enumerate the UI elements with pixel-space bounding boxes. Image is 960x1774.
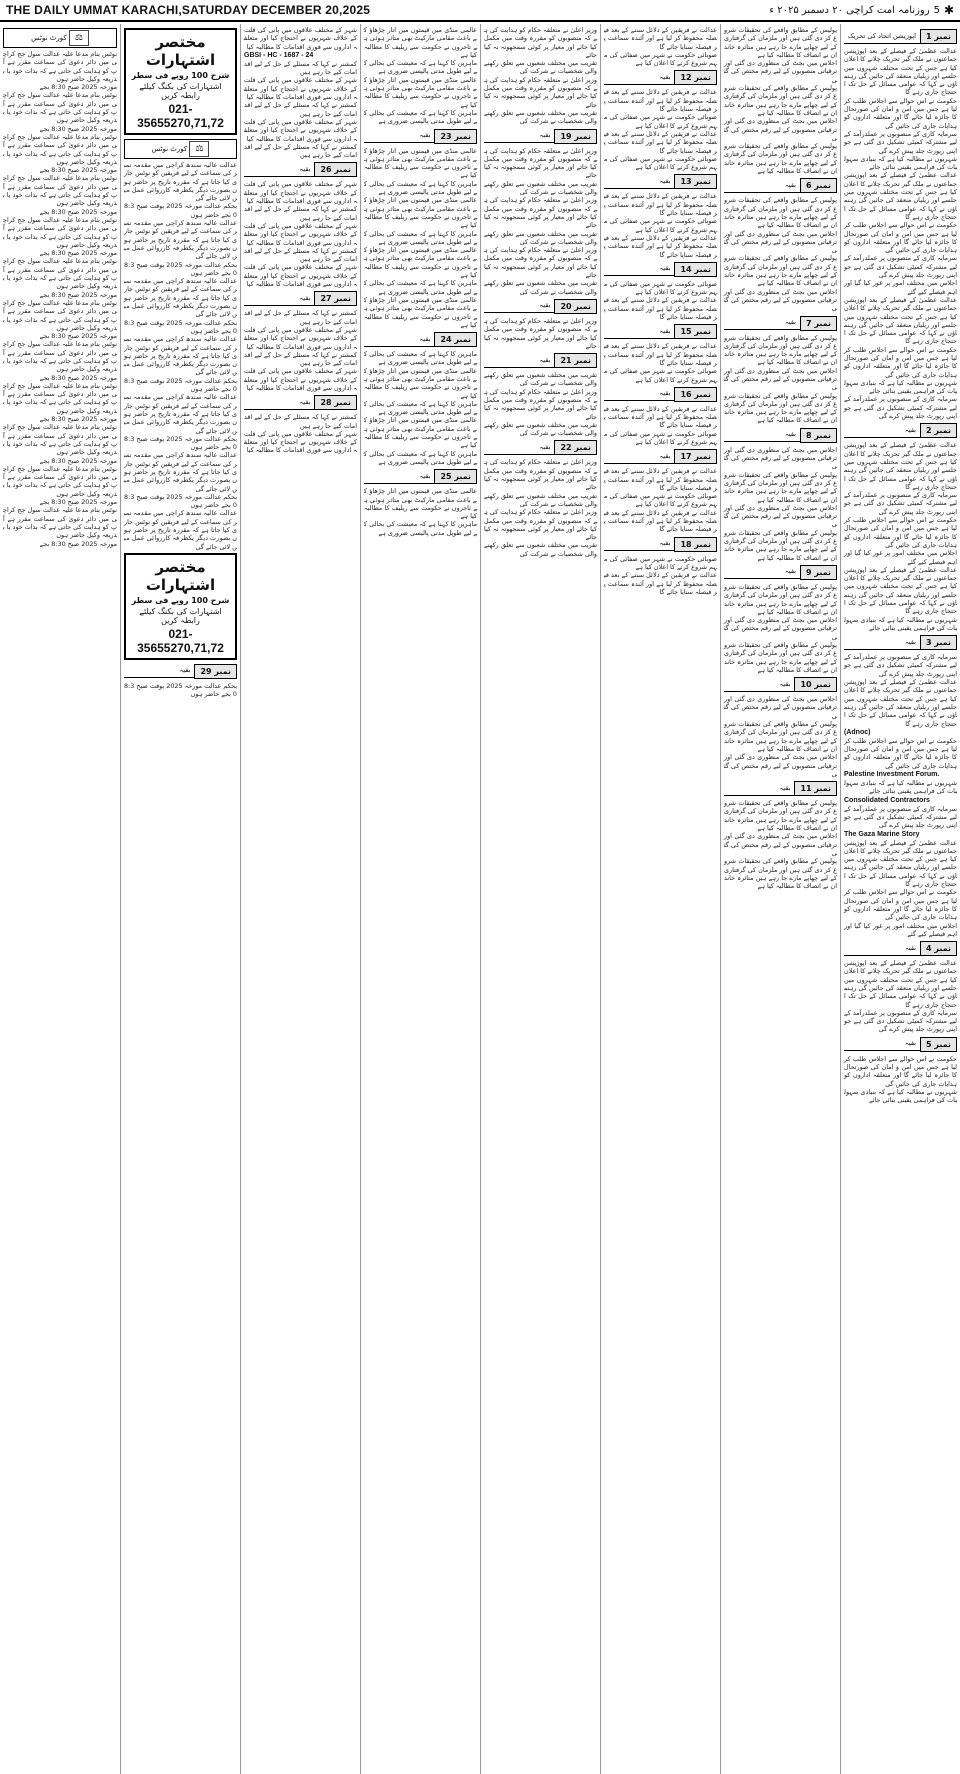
notice-text: بحکم عدالت مورخہ 2025 بوقت صبح 8:30 بجے حاضر ہوں bbox=[124, 376, 237, 394]
english-snippet: GBSI - HC - 1687 - 24 bbox=[244, 51, 314, 59]
ad-cta: اشتہارات کی بکنگ کیلئے رابطہ کریں bbox=[139, 606, 222, 625]
column-2 bbox=[720, 24, 840, 1774]
article-text: اجلاس میں مختلف امور پر غور کیا گیا اور اہم فیصلے کیے گئے bbox=[844, 279, 957, 296]
notice-text: عدالت عالیہ سندھ کراچی میں مقدمہ نمبر کی سماعت کے لیے فریقین کو نوٹس جاری کیا جاتا ہے کہ مقررہ تاریخ پر حاضر ہوں بصورت دیگر یکطرفہ کارروائی عمل میں لائی جائے گی bbox=[124, 393, 237, 435]
section-number: نمبر 8 bbox=[800, 428, 837, 443]
article-text: شہر کے مختلف علاقوں میں پانی کی قلت کے خلاف شہریوں نے احتجاج کیا اور متعلقہ اداروں سے فوری اقدامات کا مطالبہ کیا bbox=[244, 263, 357, 289]
english-snippet: The Gaza Marine Story bbox=[844, 830, 920, 838]
article-text: پولیس کے مطابق واقعے کی تحقیقات شروع کر دی گئی ہیں اور ملزمان کی گرفتاری کے لیے چھاپے مارے جا رہے ہیں متاثرہ خاندان نے انصاف کا مطالبہ کیا ہے bbox=[724, 333, 837, 367]
article-text: ماہرین کا کہنا ہے کہ معیشت کی بحالی کے لیے طویل مدتی پالیسی ضروری ہے bbox=[364, 59, 477, 76]
section-title: بقیہ bbox=[604, 175, 674, 189]
section-title: بقیہ bbox=[244, 292, 314, 306]
article-text: کمشنر نے کہا کہ مسئلے کے حل کے لیے اقدامات کیے جا رہے ہیں bbox=[244, 205, 357, 222]
article-text: وزیر اعلیٰ نے متعلقہ حکام کو ہدایت کی ہے کہ منصوبوں کو مقررہ وقت میں مکمل کیا جائے اور معیار پر کوئی سمجھوتہ نہ کیا جائے bbox=[484, 246, 597, 280]
article-text: عدالت نے فریقین کے دلائل سننے کے بعد فیصلہ محفوظ کر لیا ہے اور آئندہ سماعت پر فیصلہ سنایا جائے گا bbox=[604, 192, 717, 218]
notice-text: مورخہ 2025 صبح 8:30 بجے bbox=[39, 415, 117, 424]
article-text: حکومت نے اس حوالے سے اجلاس طلب کر لیا ہے جس میں امن و امان کی صورتحال کا جائزہ لیا جائے گا اور متعلقہ اداروں کو ہدایات جاری کی جائیں گی bbox=[844, 736, 957, 770]
article-text: صوبائی حکومت نے شہر میں صفائی کی مہم شروع کرنے کا اعلان کیا ہے bbox=[604, 492, 717, 509]
article-text: پولیس کے مطابق واقعے کی تحقیقات شروع کر دی گئی ہیں اور ملزمان کی گرفتاری کے لیے چھاپے مارے جا رہے ہیں متاثرہ خاندان نے انصاف کا مطالبہ کیا ہے bbox=[724, 641, 837, 674]
english-snippet: Palestine Investment Forum. bbox=[844, 771, 940, 779]
section-header bbox=[844, 29, 957, 44]
article-text: تقریب میں مختلف شعبوں سے تعلق رکھنے والی شخصیات نے شرکت کی bbox=[484, 59, 597, 76]
article-text: اجلاس میں بجٹ کی منظوری دی گئی اور ترقیاتی منصوبوں کے لیے رقم مختص کی گئی bbox=[724, 287, 837, 313]
article-text: عدالت عظمیٰ کے فیصلے کے بعد اپوزیشن جماعتوں نے ملک گیر تحریک چلانے کا اعلان کیا ہے جس کے تحت مختلف شہروں میں جلسے اور ریلیاں منعقد کی جائیں گی رہنماؤں نے کہا کہ عوامی مسائل کے حل تک احتجاج جاری رہے گا bbox=[844, 959, 957, 1009]
newspaper-page bbox=[0, 24, 960, 1774]
article-text: شہر کے مختلف علاقوں میں پانی کی قلت کے خلاف شہریوں نے احتجاج کیا اور متعلقہ اداروں سے فوری اقدامات کا مطالبہ کیا bbox=[244, 429, 357, 455]
article-text: سرمایہ کاری کے منصوبوں پر عملدرآمد کے لیے مشترکہ کمیٹی تشکیل دی گئی ہے جو اپنی رپورٹ جلد پیش کرے گی bbox=[844, 653, 957, 678]
article-text: عدالت نے فریقین کے دلائل سننے کے بعد فیصلہ محفوظ کر لیا ہے اور آئندہ سماعت پر فیصلہ سنایا جائے گا bbox=[604, 88, 717, 114]
ad-title: مختصر اشتہارات bbox=[145, 33, 216, 69]
article-text: عدالت نے فریقین کے دلائل سننے کے بعد فیصلہ محفوظ کر لیا ہے اور آئندہ سماعت پر فیصلہ سنایا جائے گا bbox=[604, 129, 717, 155]
article-text: حکومت نے اس حوالے سے اجلاس طلب کر لیا ہے جس میں امن و امان کی صورتحال کا جائزہ لیا جائے گا اور متعلقہ اداروں کو ہدایات جاری کی جائیں گی bbox=[844, 888, 957, 922]
section-title: بقیہ bbox=[724, 428, 800, 442]
article-text: صوبائی حکومت نے شہر میں صفائی کی مہم شروع کرنے کا اعلان کیا ہے bbox=[604, 154, 717, 172]
section-header bbox=[724, 781, 837, 796]
section-header bbox=[604, 324, 717, 339]
notice-text: عدالت عالیہ سندھ کراچی میں مقدمہ نمبر کی سماعت کے لیے فریقین کو نوٹس جاری کیا جاتا ہے کہ مقررہ تاریخ پر حاضر ہوں بصورت دیگر یکطرفہ کارروائی عمل میں لائی جائے گی bbox=[124, 277, 237, 319]
ad-rate: شرح 100 روپے فی سطر bbox=[131, 595, 230, 605]
section-number: نمبر 4 bbox=[920, 941, 957, 956]
article-text: تقریب میں مختلف شعبوں سے تعلق رکھنے والی شخصیات نے شرکت کی bbox=[484, 491, 597, 508]
ad-rate: شرح 100 روپے فی سطر bbox=[131, 71, 230, 80]
article-text: عدالت نے فریقین کے دلائل سننے کے بعد فیصلہ محفوظ کر لیا ہے اور آئندہ سماعت پر فیصلہ سنایا جائے گا bbox=[604, 467, 717, 492]
court-notice-text: کورٹ نوٹس bbox=[31, 34, 67, 42]
section-header bbox=[604, 70, 717, 85]
notice-text: نوٹس بنام مدعا علیہ عدالت سول جج کراچی میں دائر دعویٰ کی سماعت مقرر ہے آپ کو ہدایت کی جاتی ہے کہ بذات خود یا بذریعہ وکیل حاضر ہوں bbox=[3, 340, 117, 374]
section-number: نمبر 24 bbox=[434, 332, 477, 347]
article-text: کمشنر نے کہا کہ مسئلے کے حل کے لیے اقدامات کیے جا رہے ہیں bbox=[244, 350, 357, 368]
article-text: عدالت نے فریقین کے دلائل سننے کے بعد فیصلہ محفوظ کر لیا ہے اور آئندہ سماعت پر فیصلہ سنایا جائے گا bbox=[604, 233, 717, 259]
notice-text: نوٹس بنام مدعا علیہ عدالت سول جج کراچی میں دائر دعویٰ کی سماعت مقرر ہے آپ کو ہدایت کی جاتی ہے کہ بذات خود یا بذریعہ وکیل حاضر ہوں bbox=[3, 423, 117, 457]
section-header bbox=[604, 537, 717, 552]
section-title: بقیہ bbox=[724, 782, 794, 796]
notice-text: مورخہ 2025 صبح 8:30 بجے bbox=[39, 456, 117, 465]
notice-text: مورخہ 2025 صبح 8:30 بجے bbox=[39, 539, 117, 548]
notice-text: بحکم عدالت مورخہ 2025 بوقت صبح 8:30 بجے حاضر ہوں bbox=[124, 318, 237, 335]
section-number: نمبر 1 bbox=[920, 29, 957, 44]
notice-text: مورخہ 2025 صبح 8:30 بجے bbox=[39, 290, 117, 299]
masthead-urdu-text: روزنامہ امت کراچی ۲۰ دسمبر ۲۰۲۵ ء bbox=[769, 4, 930, 16]
article-text: اجلاس میں بجٹ کی منظوری دی گئی اور ترقیاتی منصوبوں کے لیے رقم مختص کی گئی bbox=[724, 503, 837, 529]
section-title: بقیہ bbox=[604, 387, 674, 401]
ad-phone: 021-35655270,71,72 bbox=[137, 102, 224, 130]
article-text: وزیر اعلیٰ نے متعلقہ حکام کو ہدایت کی ہے کہ منصوبوں کو مقررہ وقت میں مکمل کیا جائے اور معیار پر کوئی سمجھوتہ نہ کیا جائے bbox=[484, 387, 597, 421]
ad-title: مختصر اشتہارات bbox=[145, 557, 216, 594]
article-text: پولیس کے مطابق واقعے کی تحقیقات شروع کر دی گئی ہیں اور ملزمان کی گرفتاری کے لیے چھاپے مارے جا رہے ہیں متاثرہ خاندان نے انصاف کا مطالبہ کیا ہے bbox=[724, 720, 837, 753]
notice-text: عدالت عالیہ سندھ کراچی میں مقدمہ نمبر کی سماعت کے لیے فریقین کو نوٹس جاری کیا جاتا ہے کہ مقررہ تاریخ پر حاضر ہوں بصورت دیگر یکطرفہ کارروائی عمل میں لائی جائے گی bbox=[124, 219, 237, 261]
article-text: اجلاس میں مختلف امور پر غور کیا گیا اور اہم فیصلے کیے گئے bbox=[844, 549, 957, 566]
gavel-icon: ⚖ bbox=[189, 141, 209, 157]
article-text: سرمایہ کاری کے منصوبوں پر عملدرآمد کے لیے مشترکہ کمیٹی تشکیل دی گئی ہے جو اپنی رپورٹ جلد پیش کرے گی bbox=[844, 1008, 957, 1034]
article-text: اجلاس میں بجٹ کی منظوری دی گئی اور ترقیاتی منصوبوں کے لیے رقم مختص کی گئی bbox=[724, 117, 837, 142]
masthead bbox=[0, 0, 960, 22]
section-number: نمبر 28 bbox=[314, 395, 357, 410]
article-text: عدالت عظمیٰ کے فیصلے کے بعد اپوزیشن جماعتوں نے ملک گیر تحریک چلانے کا اعلان کیا ہے جس کے تحت مختلف شہروں میں جلسے اور ریلیاں منعقد کی جائیں گی رہنماؤں نے کہا کہ عوامی مسائل کے حل تک احتجاج جاری رہے گا bbox=[844, 171, 957, 221]
article-text: سرمایہ کاری کے منصوبوں پر عملدرآمد کے لیے مشترکہ کمیٹی تشکیل دی گئی ہے جو اپنی رپورٹ جلد پیش کرے گی bbox=[844, 804, 957, 830]
notice-text: نوٹس بنام مدعا علیہ عدالت سول جج کراچی میں دائر دعویٰ کی سماعت مقرر ہے آپ کو ہدایت کی جاتی ہے کہ بذات خود یا بذریعہ وکیل حاضر ہوں bbox=[3, 298, 117, 332]
gavel-icon: ⚖ bbox=[69, 30, 89, 46]
section-header bbox=[364, 332, 477, 347]
section-title: بقیہ bbox=[124, 664, 194, 678]
article-text: کمشنر نے کہا کہ مسئلے کے حل کے لیے اقدامات کیے جا رہے ہیں bbox=[244, 59, 357, 77]
article-text: پولیس کے مطابق واقعے کی تحقیقات شروع کر دی گئی ہیں اور ملزمان کی گرفتاری کے لیے چھاپے مارے جا رہے ہیں متاثرہ خاندان نے انصاف کا مطالبہ کیا ہے bbox=[724, 470, 837, 504]
article-text: عالمی منڈی میں قیمتوں میں اتار چڑھاؤ کے باعث مقامی مارکیٹ بھی متاثر ہوئی ہے تاجروں نے حکومت سے ریلیف کا مطالبہ کیا ہے bbox=[364, 146, 477, 180]
article-text: شہریوں نے مطالبہ کیا ہے کہ بنیادی سہولیات کی فراہمی یقینی بنائی جائے bbox=[844, 154, 957, 172]
article-text: ماہرین کا کہنا ہے کہ معیشت کی بحالی کے لیے طویل مدتی پالیسی ضروری ہے bbox=[364, 279, 477, 296]
article-text: تقریب میں مختلف شعبوں سے تعلق رکھنے والی شخصیات نے شرکت کی bbox=[484, 279, 597, 296]
article-text: سرمایہ کاری کے منصوبوں پر عملدرآمد کے لیے مشترکہ کمیٹی تشکیل دی گئی ہے جو اپنی رپورٹ جلد پیش کرے گی bbox=[844, 129, 957, 155]
article-text: کمشنر نے کہا کہ مسئلے کے حل کے لیے اقدامات کیے جا رہے ہیں bbox=[244, 101, 357, 118]
section-header bbox=[724, 677, 837, 692]
article-text: حکومت نے اس حوالے سے اجلاس طلب کر لیا ہے جس میں امن و امان کی صورتحال کا جائزہ لیا جائے گا اور متعلقہ اداروں کو ہدایات جاری کی جائیں گی bbox=[844, 221, 957, 255]
section-header bbox=[724, 178, 837, 193]
article-text: شہر کے مختلف علاقوں میں پانی کی قلت کے خلاف شہریوں نے احتجاج کیا اور متعلقہ اداروں سے فوری اقدامات کا مطالبہ کیا bbox=[244, 180, 357, 206]
notice-text: مورخہ 2025 صبح 8:30 بجے bbox=[39, 373, 117, 382]
section-number: نمبر 16 bbox=[674, 387, 717, 402]
article-text: صوبائی حکومت نے شہر میں صفائی کی مہم شروع کرنے کا اعلان کیا ہے bbox=[604, 50, 717, 68]
column-6 bbox=[240, 24, 360, 1774]
section-header bbox=[844, 423, 957, 438]
column-5 bbox=[360, 24, 480, 1774]
article-text: پولیس کے مطابق واقعے کی تحقیقات شروع کر دی گئی ہیں اور ملزمان کی گرفتاری کے لیے چھاپے مارے جا رہے ہیں متاثرہ خاندان نے انصاف کا مطالبہ کیا ہے bbox=[724, 528, 837, 562]
section-header bbox=[244, 162, 357, 177]
page-number: 5 bbox=[933, 4, 940, 16]
article-text: صوبائی حکومت نے شہر میں صفائی کی مہم شروع کرنے کا اعلان کیا ہے bbox=[604, 367, 717, 384]
article-text: شہر کے مختلف علاقوں میں پانی کی قلت کے خلاف شہریوں نے احتجاج کیا اور متعلقہ اداروں سے فوری اقدامات کا مطالبہ کیا bbox=[244, 117, 357, 143]
article-text: عدالت نے فریقین کے دلائل سننے کے بعد فیصلہ محفوظ کر لیا ہے اور آئندہ سماعت پر فیصلہ سنایا جائے گا bbox=[604, 26, 717, 51]
section-number: نمبر 21 bbox=[554, 353, 597, 368]
article-text: اجلاس میں بجٹ کی منظوری دی گئی اور ترقیاتی منصوبوں کے لیے رقم مختص کی گئی bbox=[724, 616, 837, 641]
section-title: بقیہ bbox=[364, 129, 434, 143]
section-title: بقیہ bbox=[844, 424, 920, 438]
article-text: وزیر اعلیٰ نے متعلقہ حکام کو ہدایت کی ہے کہ منصوبوں کو مقررہ وقت میں مکمل کیا جائے اور معیار پر کوئی سمجھوتہ نہ کیا جائے bbox=[484, 508, 597, 542]
section-title: بقیہ bbox=[724, 179, 800, 193]
notice-text: مورخہ 2025 صبح 8:30 بجے bbox=[39, 498, 117, 507]
article-text: عالمی منڈی میں قیمتوں میں اتار چڑھاؤ کے باعث مقامی مارکیٹ بھی متاثر ہوئی ہے تاجروں نے حکومت سے ریلیف کا مطالبہ کیا ہے bbox=[364, 196, 477, 230]
classified-ad-box bbox=[124, 28, 237, 135]
section-header bbox=[844, 635, 957, 650]
article-text: پولیس کے مطابق واقعے کی تحقیقات شروع کر دی گئی ہیں اور ملزمان کی گرفتاری کے لیے چھاپے مارے جا رہے ہیں متاثرہ خاندان نے انصاف کا مطالبہ کیا ہے bbox=[724, 84, 837, 117]
article-text: صوبائی حکومت نے شہر میں صفائی کی مہم شروع کرنے کا اعلان کیا ہے bbox=[604, 217, 717, 234]
column-8 bbox=[0, 24, 120, 1774]
section-title: بقیہ bbox=[364, 470, 434, 484]
notice-text: نوٹس بنام مدعا علیہ عدالت سول جج کراچی میں دائر دعویٰ کی سماعت مقرر ہے آپ کو ہدایت کی جاتی ہے کہ بذات خود یا بذریعہ وکیل حاضر ہوں bbox=[3, 381, 117, 415]
notice-text: عدالت عالیہ سندھ کراچی میں مقدمہ نمبر کی سماعت کے لیے فریقین کو نوٹس جاری کیا جاتا ہے کہ مقررہ تاریخ پر حاضر ہوں بصورت دیگر یکطرفہ کارروائی عمل میں لائی جائے گی bbox=[124, 161, 237, 203]
article-text: عدالت عظمیٰ کے فیصلے کے بعد اپوزیشن جماعتوں نے ملک گیر تحریک چلانے کا اعلان کیا ہے جس کے تحت مختلف شہروں میں جلسے اور ریلیاں منعقد کی جائیں گی رہنماؤں نے کہا کہ عوامی مسائل کے حل تک احتجاج جاری رہے گا bbox=[844, 47, 957, 97]
notice-text: نوٹس بنام مدعا علیہ عدالت سول جج کراچی میں دائر دعویٰ کی سماعت مقرر ہے آپ کو ہدایت کی جاتی ہے کہ بذات خود یا بذریعہ وکیل حاضر ہوں bbox=[3, 464, 117, 498]
notice-text: بحکم عدالت مورخہ 2025 بوقت صبح 8:30 بجے حاضر ہوں bbox=[124, 260, 237, 277]
article-text: عالمی منڈی میں قیمتوں میں اتار چڑھاؤ کے باعث مقامی مارکیٹ بھی متاثر ہوئی ہے تاجروں نے حکومت سے ریلیف کا مطالبہ کیا ہے bbox=[364, 26, 477, 59]
classified-ad-box-2 bbox=[124, 553, 237, 660]
section-title: بقیہ bbox=[244, 396, 314, 410]
section-number: نمبر 15 bbox=[674, 324, 717, 339]
masthead-urdu bbox=[769, 3, 954, 17]
article-text: سرمایہ کاری کے منصوبوں پر عملدرآمد کے لیے مشترکہ کمیٹی تشکیل دی گئی ہے جو اپنی رپورٹ جلد پیش کرے گی bbox=[844, 254, 957, 280]
article-text: شہر کے مختلف علاقوں میں پانی کی قلت کے خلاف شہریوں نے احتجاج کیا اور متعلقہ اداروں سے فوری اقدامات کا مطالبہ کیا bbox=[244, 76, 357, 102]
article-text: کمشنر نے کہا کہ مسئلے کے حل کے لیے اقدامات کیے جا رہے ہیں bbox=[244, 246, 357, 264]
section-header bbox=[604, 449, 717, 464]
article-text: اجلاس میں بجٹ کی منظوری دی گئی اور ترقیاتی منصوبوں کے لیے رقم مختص کی گئی bbox=[724, 229, 837, 255]
article-text: وزیر اعلیٰ نے متعلقہ حکام کو ہدایت کی ہے کہ منصوبوں کو مقررہ وقت میں مکمل کیا جائے اور معیار پر کوئی سمجھوتہ نہ کیا جائے bbox=[484, 458, 597, 492]
section-header bbox=[244, 395, 357, 410]
article-text: ماہرین کا کہنا ہے کہ معیشت کی بحالی کے لیے طویل مدتی پالیسی ضروری ہے bbox=[364, 179, 477, 197]
notice-text: بحکم عدالت مورخہ 2025 بوقت صبح 8:30 بجے حاضر ہوں bbox=[124, 202, 237, 219]
article-text: صوبائی حکومت نے شہر میں صفائی کی مہم شروع کرنے کا اعلان کیا ہے bbox=[604, 554, 717, 571]
article-text: کمشنر نے کہا کہ مسئلے کے حل کے لیے اقدامات کیے جا رہے ہیں bbox=[244, 413, 357, 430]
notice-text: نوٹس بنام مدعا علیہ عدالت سول جج کراچی میں دائر دعویٰ کی سماعت مقرر ہے آپ کو ہدایت کی جاتی ہے کہ بذات خود یا بذریعہ وکیل حاضر ہوں bbox=[3, 506, 117, 540]
article-text: عالمی منڈی میں قیمتوں میں اتار چڑھاؤ کے باعث مقامی مارکیٹ بھی متاثر ہوئی ہے تاجروں نے حکومت سے ریلیف کا مطالبہ کیا ہے bbox=[364, 366, 477, 400]
column-1 bbox=[840, 24, 960, 1774]
section-number: نمبر 27 bbox=[314, 291, 357, 306]
court-notice-text: کورٹ نوٹس bbox=[151, 145, 188, 153]
section-header bbox=[724, 316, 837, 331]
star-icon: ✱ bbox=[943, 3, 954, 17]
article-text: کمشنر نے کہا کہ مسئلے کے حل کے لیے اقدامات کیے جا رہے ہیں bbox=[244, 142, 357, 160]
section-number: نمبر 7 bbox=[800, 316, 837, 331]
court-notice-label bbox=[124, 139, 237, 159]
article-text: عدالت عظمیٰ کے فیصلے کے بعد اپوزیشن جماعتوں نے ملک گیر تحریک چلانے کا اعلان کیا ہے جس کے تحت مختلف شہروں میں جلسے اور ریلیاں منعقد کی جائیں گی رہنماؤں نے کہا کہ عوامی مسائل کے حل تک احتجاج جاری رہے گا bbox=[844, 565, 957, 616]
article-text: سرمایہ کاری کے منصوبوں پر عملدرآمد کے لیے مشترکہ کمیٹی تشکیل دی گئی ہے جو اپنی رپورٹ جلد پیش کرے گی bbox=[844, 395, 957, 421]
article-text: اجلاس میں بجٹ کی منظوری دی گئی اور ترقیاتی منصوبوں کے لیے رقم مختص کی گئی bbox=[724, 59, 837, 84]
article-text: پولیس کے مطابق واقعے کی تحقیقات شروع کر دی گئی ہیں اور ملزمان کی گرفتاری کے لیے چھاپے مارے جا رہے ہیں متاثرہ خاندان نے انصاف کا مطالبہ کیا ہے bbox=[724, 26, 837, 59]
section-header bbox=[124, 664, 237, 679]
english-snippet: Consolidated Contractors bbox=[844, 796, 930, 804]
article-text: تقریب میں مختلف شعبوں سے تعلق رکھنے والی شخصیات نے شرکت کی bbox=[484, 229, 597, 246]
notice-text: مورخہ 2025 صبح 8:30 بجے bbox=[39, 166, 117, 175]
article-text: عدالت عظمیٰ کے فیصلے کے بعد اپوزیشن جماعتوں نے ملک گیر تحریک چلانے کا اعلان کیا ہے جس کے تحت مختلف شہروں میں جلسے اور ریلیاں منعقد کی جائیں گی رہنماؤں نے کہا کہ عوامی مسائل کے حل تک احتجاج جاری رہے گا bbox=[844, 838, 957, 889]
article-text: عدالت عظمیٰ کے فیصلے کے بعد اپوزیشن جماعتوں نے ملک گیر تحریک چلانے کا اعلان کیا ہے جس کے تحت مختلف شہروں میں جلسے اور ریلیاں منعقد کی جائیں گی رہنماؤں نے کہا کہ عوامی مسائل کے حل تک احتجاج جاری رہے گا bbox=[844, 678, 957, 728]
article-text: پولیس کے مطابق واقعے کی تحقیقات شروع کر دی گئی ہیں اور ملزمان کی گرفتاری کے لیے چھاپے مارے جا رہے ہیں متاثرہ خاندان نے انصاف کا مطالبہ کیا ہے bbox=[724, 254, 837, 288]
section-header bbox=[844, 941, 957, 956]
article-text: عالمی منڈی میں قیمتوں میں اتار چڑھاؤ کے باعث مقامی مارکیٹ بھی متاثر ہوئی ہے تاجروں نے حکومت سے ریلیف کا مطالبہ کیا ہے bbox=[364, 295, 477, 329]
article-text: صوبائی حکومت نے شہر میں صفائی کی مہم شروع کرنے کا اعلان کیا ہے bbox=[604, 113, 717, 130]
article-text: حکومت نے اس حوالے سے اجلاس طلب کر لیا ہے جس میں امن و امان کی صورتحال کا جائزہ لیا جائے گا اور متعلقہ اداروں کو ہدایات جاری کی جائیں گی bbox=[844, 345, 957, 379]
article-text: شہر کے مختلف علاقوں میں پانی کی قلت کے خلاف شہریوں نے احتجاج کیا اور متعلقہ اداروں سے فوری اقدامات کا مطالبہ کیا bbox=[244, 26, 357, 51]
section-number: نمبر 2 bbox=[920, 423, 957, 438]
section-title: اپوزیشن اتحاد کی تحریک bbox=[844, 30, 920, 44]
article-text: پولیس کے مطابق واقعے کی تحقیقات شروع کر دی گئی ہیں اور ملزمان کی گرفتاری کے لیے چھاپے مارے جا رہے ہیں متاثرہ خاندان نے انصاف کا مطالبہ کیا ہے bbox=[724, 857, 837, 891]
article-text: عدالت نے فریقین کے دلائل سننے کے بعد فیصلہ محفوظ کر لیا ہے اور آئندہ سماعت پر فیصلہ سنایا جائے گا bbox=[604, 404, 717, 430]
section-title: بقیہ bbox=[604, 537, 674, 551]
article-text: پولیس کے مطابق واقعے کی تحقیقات شروع کر دی گئی ہیں اور ملزمان کی گرفتاری کے لیے چھاپے مارے جا رہے ہیں متاثرہ خاندان نے انصاف کا مطالبہ کیا ہے bbox=[724, 142, 837, 176]
masthead-english: THE DAILY UMMAT KARACHI,SATURDAY DECEMBER 20,2025 bbox=[6, 3, 371, 17]
article-text: وزیر اعلیٰ نے متعلقہ حکام کو ہدایت کی ہے کہ منصوبوں کو مقررہ وقت میں مکمل کیا جائے اور معیار پر کوئی سمجھوتہ نہ کیا جائے bbox=[484, 146, 597, 180]
article-text: اجلاس میں بجٹ کی منظوری دی گئی اور ترقیاتی منصوبوں کے لیے رقم مختص کی گئی bbox=[724, 366, 837, 392]
article-text: عدالت عظمیٰ کے فیصلے کے بعد اپوزیشن جماعتوں نے ملک گیر تحریک چلانے کا اعلان کیا ہے جس کے تحت مختلف شہروں میں جلسے اور ریلیاں منعقد کی جائیں گی رہنماؤں نے کہا کہ عوامی مسائل کے حل تک احتجاج جاری رہے گا bbox=[844, 441, 957, 491]
section-header bbox=[484, 299, 597, 314]
section-number: نمبر 9 bbox=[800, 565, 837, 580]
notice-text: بحکم عدالت مورخہ 2025 بوقت صبح 8:30 بجے حاضر ہوں bbox=[124, 492, 237, 510]
section-header bbox=[484, 129, 597, 144]
section-number: نمبر 18 bbox=[674, 537, 717, 552]
english-snippet: (Adnoc) bbox=[844, 728, 871, 736]
section-header bbox=[844, 1037, 957, 1052]
article-text: اجلاس میں بجٹ کی منظوری دی گئی اور ترقیاتی منصوبوں کے لیے رقم مختص کی گئی bbox=[724, 445, 837, 471]
section-header bbox=[244, 291, 357, 306]
article-text: ماہرین کا کہنا ہے کہ معیشت کی بحالی کے لیے طویل مدتی پالیسی ضروری ہے bbox=[364, 108, 477, 126]
section-title: بقیہ bbox=[484, 299, 554, 313]
section-number: نمبر 26 bbox=[314, 162, 357, 177]
article-text: کمشنر نے کہا کہ مسئلے کے حل کے لیے اقدامات کیے جا رہے ہیں bbox=[244, 309, 357, 326]
section-number: نمبر 13 bbox=[674, 174, 717, 189]
section-title: بقیہ bbox=[484, 354, 554, 368]
article-text: اجلاس میں بجٹ کی منظوری دی گئی اور ترقیاتی منصوبوں کے لیے رقم مختص کی گئی bbox=[724, 832, 837, 857]
notice-text: مورخہ 2025 صبح 8:30 بجے bbox=[39, 83, 117, 92]
article-text: پولیس کے مطابق واقعے کی تحقیقات شروع کر دی گئی ہیں اور ملزمان کی گرفتاری کے لیے چھاپے مارے جا رہے ہیں متاثرہ خاندان نے انصاف کا مطالبہ کیا ہے bbox=[724, 799, 837, 833]
article-text: تقریب میں مختلف شعبوں سے تعلق رکھنے والی شخصیات نے شرکت کی bbox=[484, 420, 597, 438]
article-text: تقریب میں مختلف شعبوں سے تعلق رکھنے والی شخصیات نے شرکت کی bbox=[484, 108, 597, 126]
column-7 bbox=[120, 24, 240, 1774]
article-text: پولیس کے مطابق واقعے کی تحقیقات شروع کر دی گئی ہیں اور ملزمان کی گرفتاری کے لیے چھاپے مارے جا رہے ہیں متاثرہ خاندان نے انصاف کا مطالبہ کیا ہے bbox=[724, 196, 837, 230]
notice-text: مورخہ 2025 صبح 8:30 بجے bbox=[39, 207, 117, 216]
notice-text: نوٹس بنام مدعا علیہ عدالت سول جج کراچی میں دائر دعویٰ کی سماعت مقرر ہے آپ کو ہدایت کی جاتی ہے کہ بذات خود یا بذریعہ وکیل حاضر ہوں bbox=[3, 174, 117, 208]
section-header bbox=[604, 262, 717, 277]
section-header bbox=[484, 353, 597, 368]
section-title: بقیہ bbox=[604, 262, 674, 276]
article-text: اجلاس میں بجٹ کی منظوری دی گئی اور ترقیاتی منصوبوں کے لیے رقم مختص کی گئی bbox=[724, 695, 837, 720]
section-number: نمبر 25 bbox=[434, 469, 477, 484]
section-number: نمبر 23 bbox=[434, 129, 477, 144]
column-3 bbox=[600, 24, 720, 1774]
notice-text: بحکم عدالت مورخہ 2025 بوقت صبح 8:30 بجے حاضر ہوں bbox=[124, 434, 237, 452]
section-header bbox=[604, 174, 717, 189]
ad-cta: اشتہارات کی بکنگ کیلئے رابطہ کریں bbox=[139, 82, 222, 100]
section-header bbox=[364, 129, 477, 144]
section-number: نمبر 20 bbox=[554, 299, 597, 314]
notice-text: مورخہ 2025 صبح 8:30 بجے bbox=[39, 124, 117, 133]
article-text: تقریب میں مختلف شعبوں سے تعلق رکھنے والی شخصیات نے شرکت کی bbox=[484, 541, 597, 558]
section-title: بقیہ bbox=[484, 441, 554, 455]
article-text: شہریوں نے مطالبہ کیا ہے کہ بنیادی سہولیات کی فراہمی یقینی بنائی جائے bbox=[844, 378, 957, 396]
section-title: بقیہ bbox=[724, 316, 800, 330]
article-text: ماہرین کا کہنا ہے کہ معیشت کی بحالی کے لیے طویل مدتی پالیسی ضروری ہے bbox=[364, 520, 477, 537]
article-text: حکومت نے اس حوالے سے اجلاس طلب کر لیا ہے جس میں امن و امان کی صورتحال کا جائزہ لیا جائے گا اور متعلقہ اداروں کو ہدایات جاری کی جائیں گی bbox=[844, 516, 957, 549]
article-text: حکومت نے اس حوالے سے اجلاس طلب کر لیا ہے جس میں امن و امان کی صورتحال کا جائزہ لیا جائے گا اور متعلقہ اداروں کو ہدایات جاری کی جائیں گی bbox=[844, 1054, 957, 1088]
article-text: وزیر اعلیٰ نے متعلقہ حکام کو ہدایت کی ہے کہ منصوبوں کو مقررہ وقت میں مکمل کیا جائے اور معیار پر کوئی سمجھوتہ نہ کیا جائے bbox=[484, 26, 597, 59]
section-number: نمبر 3 bbox=[920, 635, 957, 650]
article-text: سرمایہ کاری کے منصوبوں پر عملدرآمد کے لیے مشترکہ کمیٹی تشکیل دی گئی ہے جو اپنی رپورٹ جلد پیش کرے گی bbox=[844, 491, 957, 516]
section-number: نمبر 22 bbox=[554, 440, 597, 455]
article-text: عدالت نے فریقین کے دلائل سننے کے بعد فیصلہ محفوظ کر لیا ہے اور آئندہ سماعت پر فیصلہ سنایا جائے گا bbox=[604, 296, 717, 322]
article-text: تقریب میں مختلف شعبوں سے تعلق رکھنے والی شخصیات نے شرکت کی bbox=[484, 371, 597, 388]
article-text: شہر کے مختلف علاقوں میں پانی کی قلت کے خلاف شہریوں نے احتجاج کیا اور متعلقہ اداروں سے فوری اقدامات کا مطالبہ کیا bbox=[244, 367, 357, 392]
notice-text: بحکم عدالت مورخہ 2025 بوقت صبح 8:30 بجے حاضر ہوں bbox=[124, 681, 237, 699]
section-title: بقیہ bbox=[844, 1037, 920, 1051]
article-text: عدالت نے فریقین کے دلائل سننے کے بعد فیصلہ محفوظ کر لیا ہے اور آئندہ سماعت پر فیصلہ سنایا جائے گا bbox=[604, 571, 717, 596]
section-title: بقیہ bbox=[604, 450, 674, 464]
notice-text: عدالت عالیہ سندھ کراچی میں مقدمہ نمبر کی سماعت کے لیے فریقین کو نوٹس جاری کیا جاتا ہے کہ مقررہ تاریخ پر حاضر ہوں بصورت دیگر یکطرفہ کارروائی عمل میں لائی جائے گی bbox=[124, 335, 237, 377]
section-number: نمبر 11 bbox=[794, 781, 837, 796]
article-text: شہریوں نے مطالبہ کیا ہے کہ بنیادی سہولیات کی فراہمی یقینی بنائی جائے bbox=[844, 615, 957, 632]
article-text: وزیر اعلیٰ نے متعلقہ حکام کو ہدایت کی ہے کہ منصوبوں کو مقررہ وقت میں مکمل کیا جائے اور معیار پر کوئی سمجھوتہ نہ کیا جائے bbox=[484, 316, 597, 350]
article-text: پولیس کے مطابق واقعے کی تحقیقات شروع کر دی گئی ہیں اور ملزمان کی گرفتاری کے لیے چھاپے مارے جا رہے ہیں متاثرہ خاندان نے انصاف کا مطالبہ کیا ہے bbox=[724, 582, 837, 616]
notice-text: نوٹس بنام مدعا علیہ عدالت سول جج کراچی میں دائر دعویٰ کی سماعت مقرر ہے آپ کو ہدایت کی جاتی ہے کہ بذات خود یا بذریعہ وکیل حاضر ہوں bbox=[3, 257, 117, 291]
section-title: بقیہ bbox=[364, 333, 434, 347]
section-title: بقیہ bbox=[604, 71, 674, 85]
article-text: عدالت نے فریقین کے دلائل سننے کے بعد فیصلہ محفوظ کر لیا ہے اور آئندہ سماعت پر فیصلہ سنایا جائے گا bbox=[604, 508, 717, 534]
section-header bbox=[724, 565, 837, 580]
article-text: شہریوں نے مطالبہ کیا ہے کہ بنیادی سہولیات کی فراہمی یقینی بنائی جائے bbox=[844, 779, 957, 796]
article-text: صوبائی حکومت نے شہر میں صفائی کی مہم شروع کرنے کا اعلان کیا ہے bbox=[604, 429, 717, 446]
article-text: تقریب میں مختلف شعبوں سے تعلق رکھنے والی شخصیات نے شرکت کی bbox=[484, 179, 597, 197]
article-text: اجلاس میں بجٹ کی منظوری دی گئی اور ترقیاتی منصوبوں کے لیے رقم مختص کی گئی bbox=[724, 753, 837, 778]
section-title: بقیہ bbox=[484, 129, 554, 143]
section-number: نمبر 29 bbox=[194, 664, 237, 679]
article-text: ماہرین کا کہنا ہے کہ معیشت کی بحالی کے لیے طویل مدتی پالیسی ضروری ہے bbox=[364, 399, 477, 417]
article-text: ماہرین کا کہنا ہے کہ معیشت کی بحالی کے لیے طویل مدتی پالیسی ضروری ہے bbox=[364, 449, 477, 466]
article-text: عالمی منڈی میں قیمتوں میں اتار چڑھاؤ کے باعث مقامی مارکیٹ بھی متاثر ہوئی ہے تاجروں نے حکومت سے ریلیف کا مطالبہ کیا ہے bbox=[364, 416, 477, 450]
notice-text: عدالت عالیہ سندھ کراچی میں مقدمہ نمبر کی سماعت کے لیے فریقین کو نوٹس جاری کیا جاتا ہے کہ مقررہ تاریخ پر حاضر ہوں بصورت دیگر یکطرفہ کارروائی عمل میں لائی جائے گی bbox=[124, 451, 237, 493]
section-title: بقیہ bbox=[604, 325, 674, 339]
ad-phone: 021-35655270,71,72 bbox=[137, 626, 224, 655]
section-header bbox=[364, 469, 477, 484]
article-text: ماہرین کا کہنا ہے کہ معیشت کی بحالی کے لیے طویل مدتی پالیسی ضروری ہے bbox=[364, 229, 477, 246]
article-text: پولیس کے مطابق واقعے کی تحقیقات شروع کر دی گئی ہیں اور ملزمان کی گرفتاری کے لیے چھاپے مارے جا رہے ہیں متاثرہ خاندان نے انصاف کا مطالبہ کیا ہے bbox=[724, 391, 837, 425]
article-text: اجلاس میں مختلف امور پر غور کیا گیا اور اہم فیصلے کیے گئے bbox=[844, 921, 957, 938]
section-header bbox=[604, 387, 717, 402]
section-number: نمبر 5 bbox=[920, 1037, 957, 1052]
section-number: نمبر 6 bbox=[800, 178, 837, 193]
section-title: بقیہ bbox=[724, 565, 800, 579]
article-text: عدالت عظمیٰ کے فیصلے کے بعد اپوزیشن جماعتوں نے ملک گیر تحریک چلانے کا اعلان کیا ہے جس کے تحت مختلف شہروں میں جلسے اور ریلیاں منعقد کی جائیں گی رہنماؤں نے کہا کہ عوامی مسائل کے حل تک احتجاج جاری رہے گا bbox=[844, 295, 957, 346]
article-text: عدالت نے فریقین کے دلائل سننے کے بعد فیصلہ محفوظ کر لیا ہے اور آئندہ سماعت پر فیصلہ سنایا جائے گا bbox=[604, 342, 717, 367]
notice-text: نوٹس بنام مدعا علیہ عدالت سول جج کراچی میں دائر دعویٰ کی سماعت مقرر ہے آپ کو ہدایت کی جاتی ہے کہ بذات خود یا بذریعہ وکیل حاضر ہوں bbox=[3, 91, 117, 125]
section-number: نمبر 12 bbox=[674, 70, 717, 85]
article-text: عالمی منڈی میں قیمتوں میں اتار چڑھاؤ کے باعث مقامی مارکیٹ بھی متاثر ہوئی ہے تاجروں نے حکومت سے ریلیف کا مطالبہ کیا ہے bbox=[364, 487, 477, 521]
section-header bbox=[484, 440, 597, 455]
court-notice-label bbox=[3, 28, 117, 48]
article-text: شہر کے مختلف علاقوں میں پانی کی قلت کے خلاف شہریوں نے احتجاج کیا اور متعلقہ اداروں سے فوری اقدامات کا مطالبہ کیا bbox=[244, 221, 357, 247]
article-text: عالمی منڈی میں قیمتوں میں اتار چڑھاؤ کے باعث مقامی مارکیٹ بھی متاثر ہوئی ہے تاجروں نے حکومت سے ریلیف کا مطالبہ کیا ہے bbox=[364, 246, 477, 280]
section-header bbox=[724, 428, 837, 443]
notice-text: مورخہ 2025 صبح 8:30 بجے bbox=[39, 249, 117, 258]
section-number: نمبر 14 bbox=[674, 262, 717, 277]
article-text: وزیر اعلیٰ نے متعلقہ حکام کو ہدایت کی ہے کہ منصوبوں کو مقررہ وقت میں مکمل کیا جائے اور معیار پر کوئی سمجھوتہ نہ کیا جائے bbox=[484, 196, 597, 230]
section-number: نمبر 17 bbox=[674, 449, 717, 464]
article-text: وزیر اعلیٰ نے متعلقہ حکام کو ہدایت کی ہے کہ منصوبوں کو مقررہ وقت میں مکمل کیا جائے اور معیار پر کوئی سمجھوتہ نہ کیا جائے bbox=[484, 75, 597, 109]
article-text: شہریوں نے مطالبہ کیا ہے کہ بنیادی سہولیات کی فراہمی یقینی بنائی جائے bbox=[844, 1087, 957, 1105]
notice-text: نوٹس بنام مدعا علیہ عدالت سول جج کراچی میں دائر دعویٰ کی سماعت مقرر ہے آپ کو ہدایت کی جاتی ہے کہ بذات خود یا بذریعہ وکیل حاضر ہوں bbox=[3, 215, 117, 249]
notice-text: عدالت عالیہ سندھ کراچی میں مقدمہ نمبر کی سماعت کے لیے فریقین کو نوٹس جاری کیا جاتا ہے کہ مقررہ تاریخ پر حاضر ہوں بصورت دیگر یکطرفہ کارروائی عمل میں لائی جائے گی bbox=[124, 509, 237, 551]
article-text: ماہرین کا کہنا ہے کہ معیشت کی بحالی کے لیے طویل مدتی پالیسی ضروری ہے bbox=[364, 350, 477, 367]
article-text: شہر کے مختلف علاقوں میں پانی کی قلت کے خلاف شہریوں نے احتجاج کیا اور متعلقہ اداروں سے فوری اقدامات کا مطالبہ کیا bbox=[244, 325, 357, 351]
section-title: بقیہ bbox=[844, 636, 920, 650]
notice-text: مورخہ 2025 صبح 8:30 بجے bbox=[39, 332, 117, 341]
article-text: حکومت نے اس حوالے سے اجلاس طلب کر لیا ہے جس میں امن و امان کی صورتحال کا جائزہ لیا جائے گا اور متعلقہ اداروں کو ہدایات جاری کی جائیں گی bbox=[844, 96, 957, 130]
section-number: نمبر 10 bbox=[794, 677, 837, 692]
section-title: بقیہ bbox=[724, 678, 794, 692]
section-title: بقیہ bbox=[844, 942, 920, 956]
section-title: بقیہ bbox=[244, 163, 314, 177]
notice-text: نوٹس بنام مدعا علیہ عدالت سول جج کراچی میں دائر دعویٰ کی سماعت مقرر ہے آپ کو ہدایت کی جاتی ہے کہ بذات خود یا بذریعہ وکیل حاضر ہوں bbox=[3, 132, 117, 166]
article-text: صوبائی حکومت نے شہر میں صفائی کی مہم شروع کرنے کا اعلان کیا ہے bbox=[604, 279, 717, 297]
section-number: نمبر 19 bbox=[554, 129, 597, 144]
article-text: عالمی منڈی میں قیمتوں میں اتار چڑھاؤ کے باعث مقامی مارکیٹ بھی متاثر ہوئی ہے تاجروں نے حکومت سے ریلیف کا مطالبہ کیا ہے bbox=[364, 75, 477, 109]
column-4 bbox=[480, 24, 600, 1774]
notice-text: نوٹس بنام مدعا علیہ عدالت سول جج کراچی میں دائر دعویٰ کی سماعت مقرر ہے آپ کو ہدایت کی جاتی ہے کہ بذات خود یا بذریعہ وکیل حاضر ہوں bbox=[3, 50, 117, 83]
